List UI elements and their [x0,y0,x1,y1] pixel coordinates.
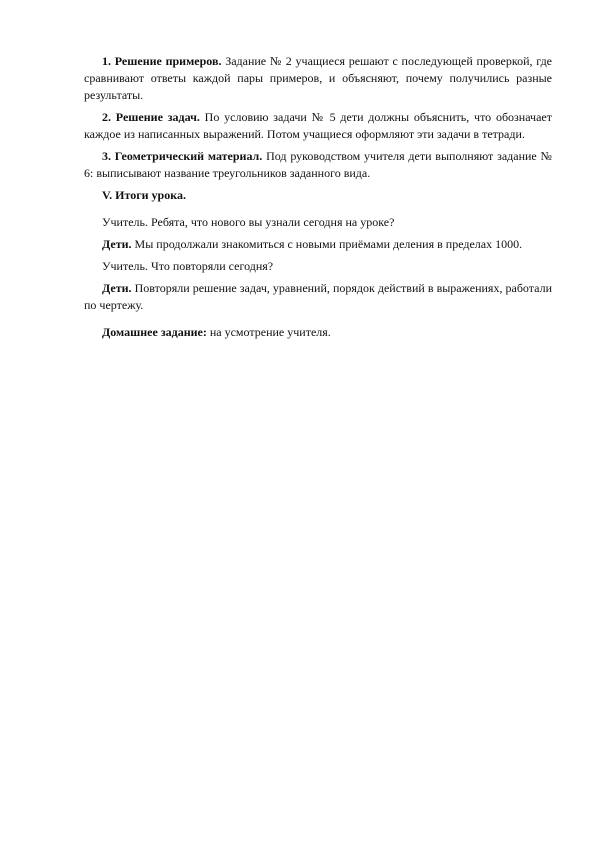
paragraph-geometric-material [84,148,552,182]
paragraph-children-answer-2 [84,280,552,314]
heading-solving-problems: 2. Решение задач. [102,110,200,124]
paragraph-text: Повторяли решение задач, уравнений, порядок действий в выражениях, работали по чертежу. [84,281,552,312]
paragraph-teacher-question-1 [84,214,552,231]
heading-lesson-summary: V. Итоги урока. [102,188,186,202]
paragraph-text: Задание № 2 учащиеся решают с последующей проверкой, где сравнивают ответы каждой пары примеров, и объясняют, почему получились разные результаты. [84,54,553,102]
paragraph-solving-examples [84,53,552,104]
paragraph-children-answer-1 [84,236,552,253]
paragraph-text: Учитель. Что повторяли сегодня? [102,259,274,273]
heading-geometric-material: 3. Геометрический материал. [102,149,263,163]
section-heading-lesson-summary [84,187,552,204]
paragraph-homework [84,324,552,341]
paragraph-text: Учитель. Ребята, что нового вы узнали сегодня на уроке? [102,215,395,229]
heading-solving-examples: 1. Решение примеров. [102,54,222,68]
paragraph-text: По условию задачи № 5 дети должны объяснить, что обозначает каждое из написанных выражений. Потом учащиеся оформляют эти задачи в тетради. [84,110,552,141]
paragraph-text: на усмотрение учителя. [206,325,331,339]
heading-homework: Домашнее задание: [102,325,207,339]
paragraph-teacher-question-2 [84,258,552,275]
speaker-label: Дети. [102,237,132,251]
paragraph-solving-problems [84,109,552,143]
speaker-label: Дети. [102,281,132,295]
paragraph-text: Мы продолжали знакомиться с новыми приёмами деления в пределах 1000. [131,237,523,251]
document-body [84,53,552,341]
paragraph-text: Под руководством учителя дети выполняют задание № 6: выписывают название треугольников заданного вида. [84,149,552,180]
